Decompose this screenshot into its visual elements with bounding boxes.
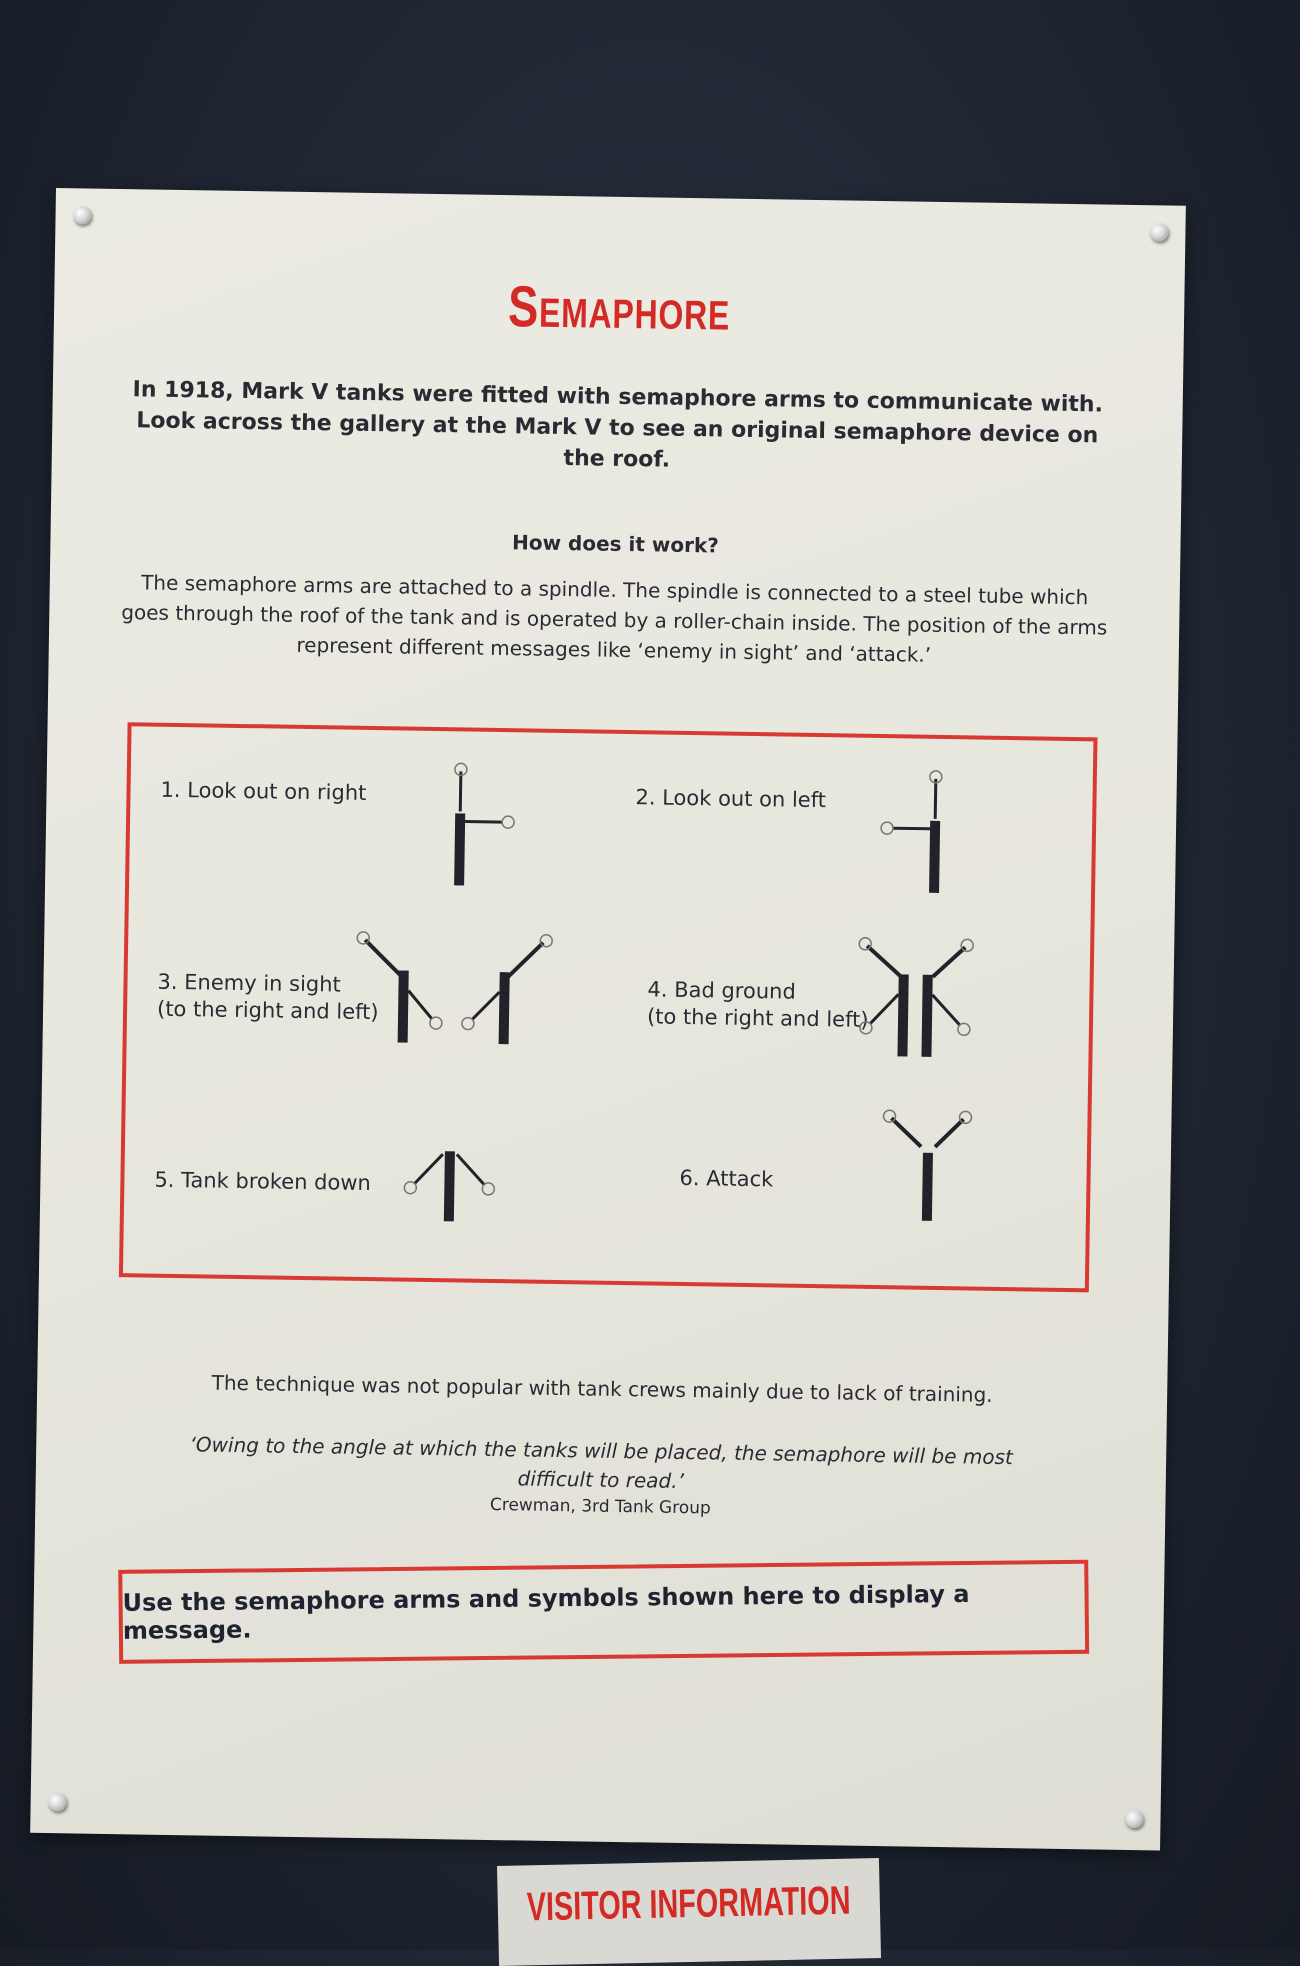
signal-label-1: 1. Look out on right (160, 777, 367, 805)
popularity-note: The technique was not popular with tank crews mainly due to lack of training. (211, 1370, 993, 1407)
pin-top-left (73, 206, 91, 224)
visitor-information-label: VISITOR INFORMATION (526, 1878, 852, 1930)
signal-label-6: 6. Attack (679, 1165, 774, 1192)
crewman-quote: ‘Owing to the angle at which the tanks will be placed, the semaphore will be most difficult to read.’ (189, 1432, 1014, 1494)
quote-attribution: Crewman, 3rd Tank Group (489, 1494, 711, 1519)
pin-top-right (1150, 223, 1168, 241)
poster-title: Semaphore (507, 274, 731, 343)
signal-icon-look-left (874, 768, 986, 900)
signal-label-2: 2. Look out on left (635, 785, 827, 813)
signal-label-4: 4. Bad ground (to the right and left) (646, 977, 869, 1032)
call-to-action-panel (118, 1560, 1089, 1664)
signal-icon-look-right (429, 761, 541, 893)
signal-icon-attack (876, 1108, 988, 1230)
explanation-text: The semaphore arms are attached to a spindle. The spindle is connected to a steel tube which goes through the roof of the tank and is operated by a roller-chain inside. The position of the arms represent different messages like ‘enemy in sight’ and ‘attack.’ (121, 570, 1108, 667)
signal-label-3: 3. Enemy in sight (to the right and left) (156, 969, 379, 1025)
pin-bottom-left (49, 1793, 67, 1811)
signal-icon-tank-broken-down (396, 1135, 507, 1227)
how-it-works-heading: How does it work? (511, 530, 720, 558)
signals-panel (119, 722, 1098, 1292)
signal-icon-bad-ground (851, 936, 983, 1068)
pin-bottom-right (1125, 1810, 1143, 1828)
intro-text: In 1918, Mark V tanks were fitted with semaphore arms to communicate with. Look across the gallery at the Mark V to see an original semaphore device on the roof. (132, 377, 1104, 473)
call-to-action-text: Use the semaphore arms and symbols shown here to display a message. (122, 1579, 970, 1645)
semaphore-poster (30, 188, 1186, 1851)
signal-label-5: 5. Tank broken down (154, 1167, 372, 1196)
signal-icon-enemy-in-sight (351, 930, 563, 1063)
